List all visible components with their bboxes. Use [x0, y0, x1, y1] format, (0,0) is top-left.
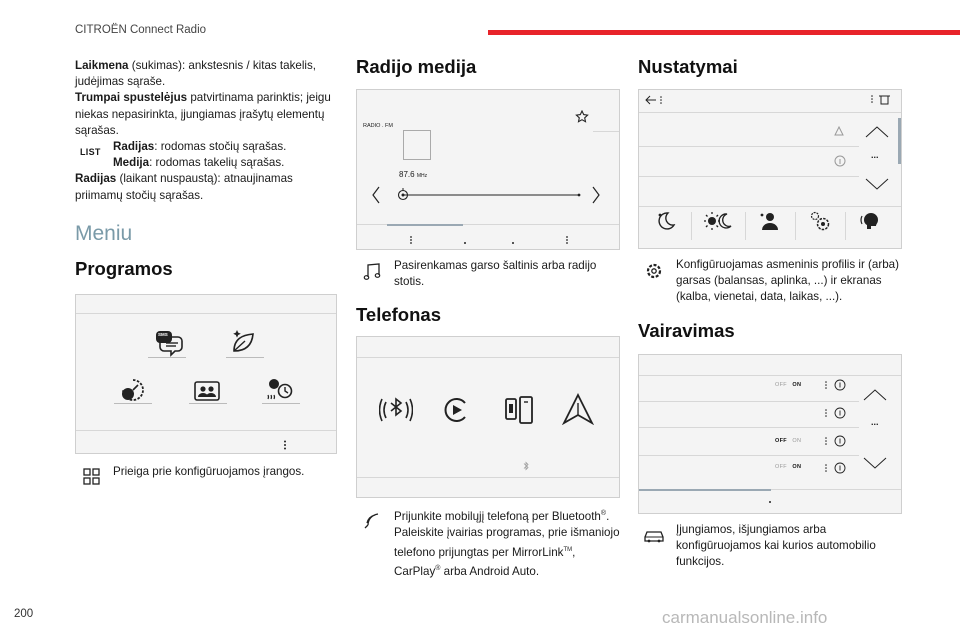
- row-1-menu-info-icon[interactable]: [824, 379, 848, 391]
- text-radijas: : rodomas stočių sąrašas.: [154, 140, 287, 154]
- toggle-row-4[interactable]: [775, 464, 801, 470]
- term-laikmena: Laikmena: [75, 59, 129, 72]
- paragraph-list: [113, 139, 337, 171]
- heating-timer-app-icon[interactable]: [264, 375, 296, 405]
- scroll-up-chevron-icon[interactable]: [865, 126, 889, 138]
- section-heading-programos: Programos: [75, 257, 173, 279]
- previous-station-chevron-icon[interactable]: [371, 186, 381, 204]
- scroll-down-chevron-icon[interactable]: [865, 178, 889, 190]
- watermark: carmanualsonline.info: [662, 608, 828, 627]
- scrollbar[interactable]: [898, 118, 901, 164]
- configuration-timer-app-icon[interactable]: [118, 375, 148, 405]
- more-options-icon[interactable]: [283, 440, 287, 450]
- carplay-icon[interactable]: [441, 395, 471, 425]
- paragraph-laikmena: [75, 58, 337, 139]
- header-accent-bar: [488, 30, 960, 35]
- phone-connect-icon: [356, 508, 380, 532]
- toggle-row-4-off: OFF: [775, 463, 787, 470]
- mirrorlink-icon[interactable]: [503, 395, 535, 425]
- section-heading-vairavimas: Vairavimas: [638, 319, 735, 341]
- next-station-chevron-icon[interactable]: [591, 186, 601, 204]
- radio-description-text: Pasirenkamas garso šaltinis arba radijo stotis.: [394, 259, 597, 289]
- radio-description: [356, 258, 620, 290]
- term-radijas-hold: Radijas: [75, 172, 117, 186]
- paragraph-radijas-hold: [75, 171, 337, 203]
- contacts-card-app-icon[interactable]: [192, 377, 222, 405]
- trash-icon[interactable]: [869, 94, 891, 105]
- text-laikmena: (sukimas): ankstesnis / kitas takelis, judėjimas sąraše.: [75, 59, 316, 89]
- vairavimas-description-text: Įjungiamos, išjungiamos arba konfigūruojamos kai kurios automobilio funkcijos.: [676, 522, 876, 569]
- column-left: [75, 58, 337, 480]
- brightness-icon[interactable]: [703, 210, 733, 232]
- toggle-row-1-on: ON: [792, 381, 802, 388]
- nustatymai-description-text: Konfigūruojamas asmeninis profilis ir (arba) garsas (balansas, aplinka, ...) ir ekranas (kalba, vienetai, data, laikas, ...).: [676, 258, 899, 304]
- telefonas-desc-part-3: , CarPlay: [394, 545, 576, 578]
- vairavimas-page-dot: [769, 501, 771, 503]
- settings-gear-icon: [638, 259, 662, 283]
- radio-frequency-unit: MHz: [416, 173, 428, 179]
- text-medija: : rodomas takelių sąrašas.: [149, 156, 285, 170]
- vairavimas-ellipsis: ...: [871, 416, 879, 427]
- section-heading-radijo-medija: Radijo medija: [356, 56, 477, 77]
- list-button-block: [75, 139, 337, 171]
- back-arrow-icon[interactable]: [645, 95, 665, 105]
- vairavimas-screen: [638, 354, 902, 514]
- row-4-menu-info-icon[interactable]: [824, 462, 848, 474]
- sms-label: SMS: [158, 331, 168, 337]
- radio-screen: [356, 89, 620, 250]
- section-heading-telefonas: Telefonas: [356, 304, 441, 326]
- toggle-row-1[interactable]: [775, 382, 801, 388]
- apps-grid-icon: [75, 466, 99, 490]
- toggle-row-3-off: OFF: [775, 437, 787, 444]
- row-2-menu-info-icon[interactable]: [824, 407, 848, 419]
- telefonas-desc-part-4: arba Android Auto.: [440, 564, 540, 578]
- text-short-press: patvirtinama parinktis; jeigu niekas nepasirinkta, įjungiamas įrašytų elementų sąrašas.: [75, 91, 331, 137]
- radio-tab-indicator: [387, 224, 463, 226]
- term-short-press: Trumpai spustelėjus: [75, 91, 188, 105]
- term-radijas: Radijas: [113, 140, 155, 154]
- warning-triangle-icon: [834, 126, 844, 136]
- manual-header-title: CITROËN Connect Radio: [75, 24, 207, 36]
- toggle-row-4-on: ON: [792, 463, 802, 470]
- station-artwork-placeholder: [403, 130, 431, 160]
- programos-description: [75, 464, 337, 480]
- text-radijas-hold: (laikant nuspaustą): atnaujinamas priimamų stočių sąrašas.: [75, 172, 293, 202]
- night-mode-moon-icon[interactable]: [655, 210, 677, 232]
- radio-menu-bar[interactable]: [357, 234, 619, 246]
- list-button-icon: LIST: [80, 147, 101, 158]
- vairavimas-scroll-down-icon[interactable]: [863, 457, 887, 469]
- term-medija: Medija: [113, 156, 150, 170]
- vairavimas-description: [638, 522, 902, 571]
- toggle-row-3[interactable]: [775, 438, 801, 444]
- section-heading-nustatymai: Nustatymai: [638, 56, 738, 77]
- row-3-menu-info-icon[interactable]: [824, 435, 848, 447]
- column-middle: [356, 56, 620, 580]
- nustatymai-screen: [638, 89, 902, 249]
- music-note-icon: [356, 260, 380, 284]
- vairavimas-tab-indicator: [639, 489, 771, 491]
- telefonas-desc-part-1: Prijunkite mobilųjį telefoną per Bluetooth: [394, 510, 601, 524]
- sms-app-icon[interactable]: [151, 325, 185, 359]
- radio-frequency-value: 87.6: [399, 170, 415, 179]
- bluetooth-connect-icon[interactable]: [379, 393, 413, 427]
- toggle-row-1-off: OFF: [775, 381, 787, 388]
- eco-leaf-app-icon[interactable]: [228, 327, 258, 357]
- profile-user-icon[interactable]: [757, 210, 781, 232]
- info-icon: [834, 155, 846, 167]
- favorite-star-icon[interactable]: [575, 110, 589, 124]
- radio-band-label: RADIO . FM: [363, 123, 393, 129]
- radio-frequency: [399, 170, 427, 179]
- nustatymai-description: [638, 257, 902, 306]
- programos-screen: [75, 294, 337, 454]
- programos-description-text: Prieiga prie konfigūruojamos įrangos.: [113, 464, 305, 478]
- column-right: [638, 56, 902, 570]
- section-heading-meniu: Meniu: [75, 221, 133, 245]
- car-icon: [638, 524, 662, 548]
- telefonas-description: [356, 506, 620, 579]
- voice-settings-icon[interactable]: [859, 210, 883, 232]
- toggle-row-3-on: ON: [792, 437, 802, 444]
- system-settings-gear-icon[interactable]: [807, 210, 833, 232]
- trademark-mark: TM: [563, 546, 573, 553]
- android-auto-icon[interactable]: [561, 393, 595, 425]
- registered-mark-1: ®: [600, 510, 607, 518]
- telefonas-description-text: [356, 506, 620, 579]
- frequency-slider[interactable]: [397, 188, 581, 202]
- telefonas-screen: [356, 336, 620, 498]
- bluetooth-status-icon: [523, 461, 529, 471]
- nustatymai-ellipsis: ...: [871, 150, 879, 160]
- registered-mark-2: ®: [435, 564, 441, 572]
- telefonas-desc-part-2: . Paleiskite įvairias programas, prie išmaniojo telefono prijungtas per MirrorLink: [394, 510, 620, 559]
- page-number: 200: [14, 608, 34, 620]
- vairavimas-scroll-up-icon[interactable]: [863, 389, 887, 401]
